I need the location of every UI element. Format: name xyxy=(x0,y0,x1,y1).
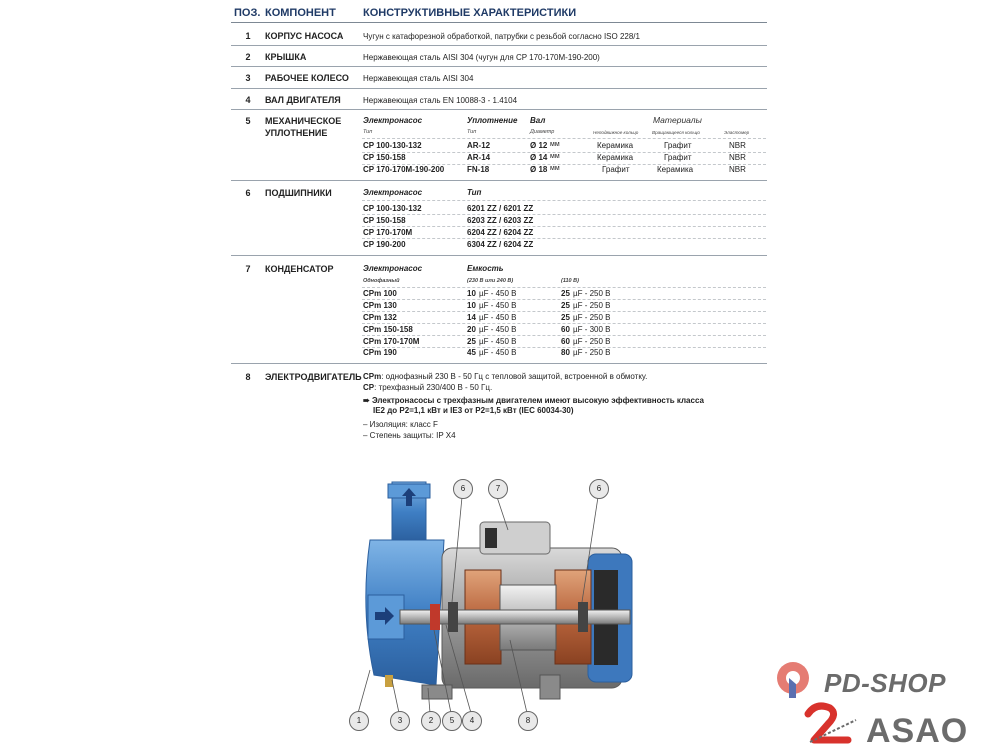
pump-model: CP 170-170M xyxy=(363,228,413,237)
table-divider xyxy=(362,323,766,324)
elastomer: NBR xyxy=(729,165,746,174)
row-number: 4 xyxy=(245,95,251,105)
cap-sub-phase: Однофазный xyxy=(363,278,400,284)
drain-plug xyxy=(385,675,393,687)
cap-header-capacity: Емкость xyxy=(467,264,504,273)
seal-sub-rotating: Вращающееся кольцо xyxy=(652,130,700,135)
cap-value-230: 20 xyxy=(467,325,476,334)
callout-8: 8 xyxy=(518,711,538,731)
row-number: 7 xyxy=(245,264,251,274)
header-pos: ПОЗ. xyxy=(234,7,261,19)
shaft-unit: мм xyxy=(550,153,560,160)
cap-value-110: 25 xyxy=(561,289,570,298)
elastomer: NBR xyxy=(729,141,746,150)
shaft-diameter: Ø 14 xyxy=(530,153,548,162)
row-number: 5 xyxy=(245,116,251,126)
motor-foot xyxy=(540,675,560,699)
pump-model: CP 150-158 xyxy=(363,216,406,225)
cap-rating-110: µF - 250 В xyxy=(573,301,611,310)
pump-model: CPm 150-158 xyxy=(363,325,413,334)
pump-model: CP 100-130-132 xyxy=(363,141,422,150)
seal-type: FN-18 xyxy=(467,165,490,174)
bearing-type: 6304 ZZ / 6204 ZZ xyxy=(467,240,534,249)
cap-rating-110: µF - 250 В xyxy=(573,348,611,357)
table-divider xyxy=(362,214,766,215)
seal-type: AR-12 xyxy=(467,141,491,150)
motor-key: CPm xyxy=(363,372,382,381)
callout-1: 1 xyxy=(349,711,369,731)
shaft-diameter: Ø 18 xyxy=(530,165,548,174)
motor-line-three-phase xyxy=(363,383,492,392)
pump-model: CPm 130 xyxy=(363,301,397,310)
table-divider xyxy=(362,311,766,312)
cap-value-230: 10 xyxy=(467,301,476,310)
row-number: 1 xyxy=(245,31,251,41)
seal-header-seal: Уплотнение xyxy=(467,116,518,125)
seal-header-shaft: Вал xyxy=(530,116,546,125)
pump-model: CPm 132 xyxy=(363,313,397,322)
rotating-ring: Керамика xyxy=(657,165,694,174)
cap-rating-230: µF - 450 В xyxy=(479,301,517,310)
bearing-rear xyxy=(578,602,588,632)
seal-header-materials: Материалы xyxy=(653,115,702,125)
bearing-front xyxy=(448,602,458,632)
cap-value-110: 60 xyxy=(561,337,570,346)
motor-note: Электронасосы с трехфазным двигателем имеют высокую эффективность класса xyxy=(371,396,704,405)
pump-model: CPm 100 xyxy=(363,289,397,298)
cap-rating-110: µF - 250 В xyxy=(573,289,611,298)
pump-model: CPm 190 xyxy=(363,348,397,357)
table-divider xyxy=(362,238,766,239)
callout-3: 3 xyxy=(390,711,410,731)
asao-logo-icon xyxy=(800,700,860,746)
component-name: РАБОЧЕЕ КОЛЕСО xyxy=(265,73,349,83)
component-name: ВАЛ ДВИГАТЕЛЯ xyxy=(265,95,341,105)
seal-sub-stationary: Неподвижное кольцо xyxy=(593,130,639,135)
row-number: 2 xyxy=(245,52,251,62)
callout-line xyxy=(358,670,370,713)
row-separator xyxy=(231,66,767,67)
row-separator xyxy=(231,255,767,256)
cap-rating-230: µF - 450 В xyxy=(479,325,517,334)
pump-model: CP 150-158 xyxy=(363,153,406,162)
cap-rating-110: µF - 250 В xyxy=(573,337,611,346)
table-divider xyxy=(362,226,766,227)
stationary-ring: Керамика xyxy=(597,141,634,150)
callout-2: 2 xyxy=(421,711,441,731)
motor-text: : однофазный 230 В - 50 Гц с тепловой защитой, встроенной в обмотку. xyxy=(381,372,648,381)
bearing-header-type: Тип xyxy=(467,188,482,197)
row-separator xyxy=(231,88,767,89)
shaft-unit: мм xyxy=(550,165,560,172)
component-name: КРЫШКА xyxy=(265,52,307,62)
component-text: Нержавеющая сталь EN 10088-3 - 1.4104 xyxy=(363,96,518,105)
pump-model: CP 190-200 xyxy=(363,240,406,249)
pump-cutaway-illustration xyxy=(330,470,670,745)
cap-value-110: 80 xyxy=(561,348,570,357)
header-rule xyxy=(231,22,767,23)
callout-6-front: 6 xyxy=(453,479,473,499)
seal-type: AR-14 xyxy=(467,153,491,162)
component-name: КОНДЕНСАТОР xyxy=(265,264,334,274)
motor-note-line2: IE2 до P2=1,1 кВт и IE3 от P2=1,5 кВт (IEC 60034-30) xyxy=(373,406,574,415)
row-separator xyxy=(231,363,767,364)
seal-sub-type: Тип xyxy=(467,129,477,135)
cap-value-230: 45 xyxy=(467,348,476,357)
shaft-diameter: Ø 12 xyxy=(530,141,548,150)
seal-sub-diameter: Диаметр xyxy=(530,129,555,135)
component-text: Нержавеющая сталь AISI 304 (чугун для CP 170-170M-190-200) xyxy=(363,53,600,62)
component-name: МЕХАНИЧЕСКОЕ xyxy=(265,116,342,126)
table-divider xyxy=(362,335,766,336)
shaft-unit: мм xyxy=(550,141,560,148)
pump-model: CPm 170-170M xyxy=(363,337,420,346)
table-divider xyxy=(362,287,766,288)
table-divider xyxy=(362,138,766,139)
row-number: 6 xyxy=(245,188,251,198)
component-name: ПОДШИПНИКИ xyxy=(265,188,332,198)
callout-5: 5 xyxy=(442,711,462,731)
header-component: КОМПОНЕНТ xyxy=(265,7,336,19)
stationary-ring: Керамика xyxy=(597,153,634,162)
asao-logo-text: ASAO xyxy=(866,712,969,750)
row-number: 3 xyxy=(245,73,251,83)
callout-6-rear: 6 xyxy=(589,479,609,499)
cap-rating-230: µF - 450 В xyxy=(479,289,517,298)
mechanical-seal xyxy=(430,604,440,630)
callout-7: 7 xyxy=(488,479,508,499)
motor-note-line1 xyxy=(363,396,704,405)
cap-rating-230: µF - 450 В xyxy=(479,337,517,346)
pump-model: CP 100-130-132 xyxy=(363,204,422,213)
seal-header-pump: Электронасос xyxy=(363,116,423,125)
table-divider xyxy=(362,200,766,201)
row-number: 8 xyxy=(245,372,251,382)
motor-insulation: – Изоляция: класс F xyxy=(363,420,438,429)
motor-text: : трехфазный 230/400 В - 50 Гц. xyxy=(374,383,493,392)
header-characteristics: КОНСТРУКТИВНЫЕ ХАРАКТЕРИСТИКИ xyxy=(363,7,577,19)
row-separator xyxy=(231,109,767,110)
table-divider xyxy=(362,299,766,300)
motor-line-single-phase xyxy=(363,372,647,381)
cap-value-110: 60 xyxy=(561,325,570,334)
callout-4: 4 xyxy=(462,711,482,731)
cap-rating-110: µF - 250 В xyxy=(573,313,611,322)
bearing-header-pump: Электронасос xyxy=(363,188,423,197)
arrow-icon: ➠ xyxy=(363,396,372,405)
component-text: Чугун с катафорезной обработкой, патрубки с резьбой согласно ISO 228/1 xyxy=(363,32,640,41)
cap-value-110: 25 xyxy=(561,301,570,310)
motor-protection: – Степень защиты: IP X4 xyxy=(363,431,456,440)
cap-sub-230v: (230 В или 240 В) xyxy=(467,278,514,284)
cap-header-pump: Электронасос xyxy=(363,264,423,273)
seal-sub-type: Тип xyxy=(363,129,373,135)
cap-value-230: 10 xyxy=(467,289,476,298)
bearing-type: 6201 ZZ / 6201 ZZ xyxy=(467,204,534,213)
bearing-type: 6203 ZZ / 6203 ZZ xyxy=(467,216,534,225)
cap-value-230: 25 xyxy=(467,337,476,346)
pd-shop-logo-text: PD-SHOP xyxy=(824,668,946,698)
cap-rating-230: µF - 450 В xyxy=(479,348,517,357)
cap-sub-110v: (110 В) xyxy=(561,278,579,284)
component-name: УПЛОТНЕНИЕ xyxy=(265,128,328,138)
component-name: ЭЛЕКТРОДВИГАТЕЛЬ xyxy=(265,372,362,382)
cap-rating-110: µF - 300 В xyxy=(573,325,611,334)
component-text: Нержавеющая сталь AISI 304 xyxy=(363,74,474,83)
rotating-ring: Графит xyxy=(664,153,692,162)
callout-line xyxy=(392,680,399,713)
pump-model: CP 170-170M-190-200 xyxy=(363,165,445,174)
row-separator xyxy=(231,180,767,181)
bearing-type: 6204 ZZ / 6204 ZZ xyxy=(467,228,534,237)
cap-rating-230: µF - 450 В xyxy=(479,313,517,322)
row-separator xyxy=(231,45,767,46)
cap-value-230: 14 xyxy=(467,313,476,322)
elastomer: NBR xyxy=(729,153,746,162)
table-divider xyxy=(362,152,766,153)
cap-value-110: 25 xyxy=(561,313,570,322)
rotating-ring: Графит xyxy=(664,141,692,150)
capacitor xyxy=(485,528,497,548)
pd-shop-logo-icon xyxy=(775,660,811,702)
motor-key: CP xyxy=(363,383,375,392)
component-name: КОРПУС НАСОСА xyxy=(265,31,344,41)
stationary-ring: Графит xyxy=(602,165,630,174)
seal-sub-elastomer: Эластомер xyxy=(724,130,750,135)
